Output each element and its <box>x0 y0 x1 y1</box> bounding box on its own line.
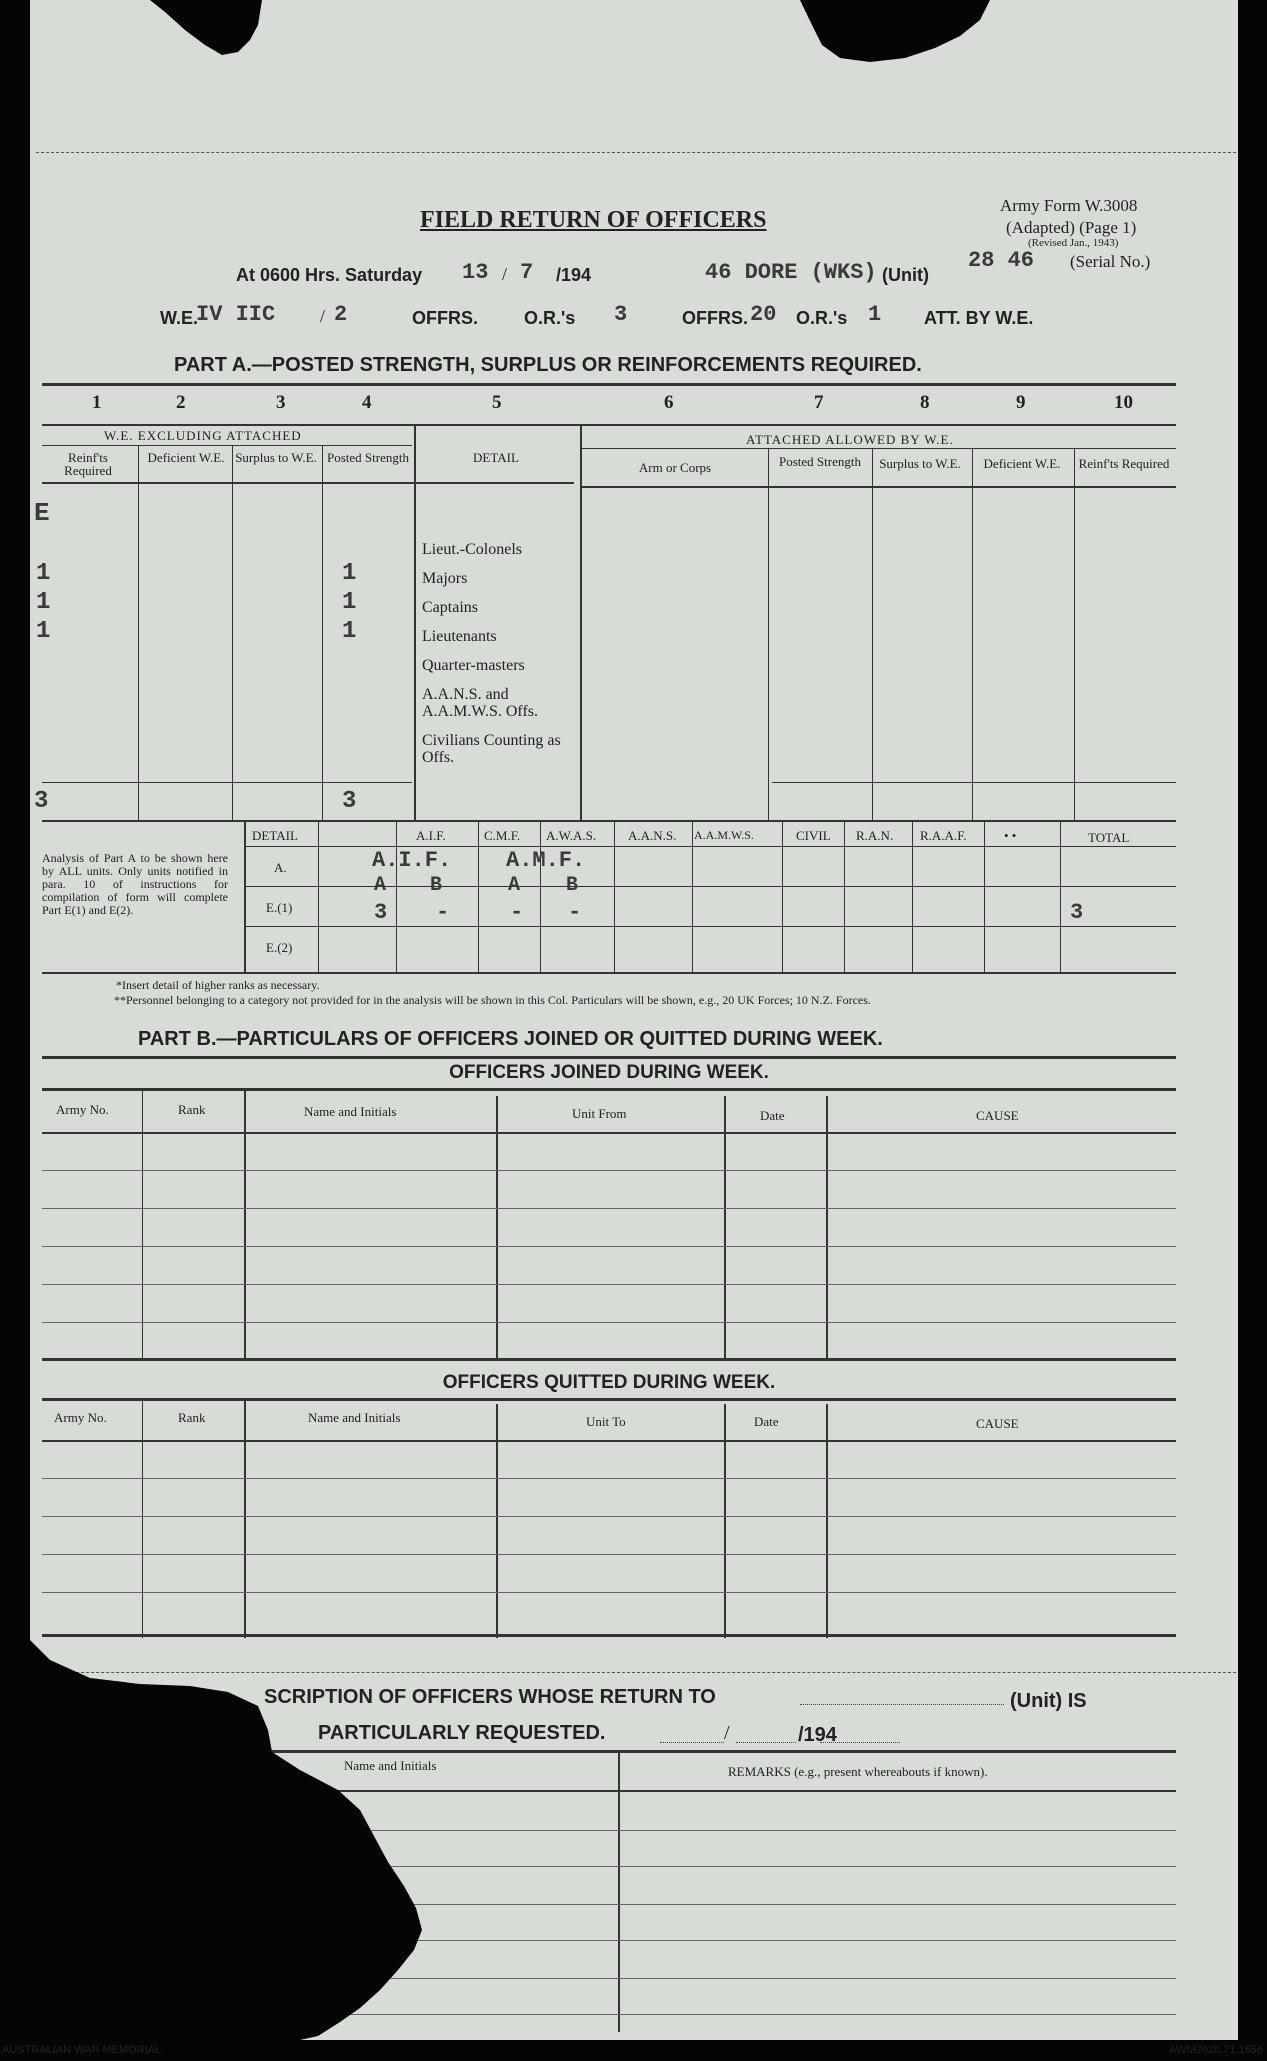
offrs2-value: 20 <box>750 302 777 327</box>
part-c-name-header: Name and Initials <box>344 1758 437 1773</box>
revised-label: (Revised Jan., 1943) <box>1028 237 1119 249</box>
army-form-number: Army Form W.3008 <box>1000 196 1138 215</box>
typed-amf: A.M.F. <box>506 848 586 873</box>
part-c-year: /194 <box>798 1724 837 1746</box>
part-c-line1: SCRIPTION OF OFFICERS WHOSE RETURN TO <box>264 1686 716 1708</box>
part-c-line2: PARTICULARLY REQUESTED. <box>318 1722 606 1744</box>
we-label: W.E. <box>160 308 199 328</box>
e1-cmf-b: - <box>568 900 582 925</box>
e1-total: 3 <box>1070 900 1084 925</box>
ors-value: 3 <box>614 302 628 327</box>
ors-label: O.R.'s <box>524 308 576 328</box>
unit-label: (Unit) <box>882 265 929 285</box>
ors2-label: O.R.'s <box>796 308 848 328</box>
col4-captains: 1 <box>342 589 357 616</box>
footer-right: AWM2020.71.1856 <box>1169 2044 1263 2056</box>
header-detail: DETAIL <box>473 450 519 465</box>
rank-captains: Captains <box>422 599 478 616</box>
quitted-title: OFFICERS QUITTED DURING WEEK. <box>442 1372 776 1393</box>
we-value-2: 2 <box>334 302 348 327</box>
analysis-note: Analysis of Part A to be shown here by ALL units. Only units notified in para. 10 of instructions for compilation of form will complete Part E(1) and E(2). <box>42 851 228 917</box>
date-month: 7 <box>520 260 534 285</box>
header-att-reinfts: Reinf'ts Required <box>1078 456 1170 471</box>
header-att-deficient: Deficient W.E. <box>983 456 1061 471</box>
col1-lieutenants: 1 <box>36 618 51 645</box>
col1-total: 3 <box>34 788 49 815</box>
attached-allowed: ATTACHED ALLOWED BY W.E. <box>746 432 954 447</box>
part-c-unit-is: (Unit) IS <box>1010 1690 1087 1712</box>
rank-lt-colonels: Lieut.-Colonels <box>422 541 522 558</box>
torn-top-edge <box>0 0 1267 130</box>
part-c-remarks-header: REMARKS (e.g., present whereabouts if known). <box>728 1764 988 1779</box>
unit-value: 46 DORE (WKS) <box>705 260 877 285</box>
we-excluding-attached: W.E. EXCLUDING ATTACHED <box>104 428 302 443</box>
footnote-2: **Personnel belonging to a category not provided for in the analysis will be shown in this Col. Particulars will be shown, e.g., 20 UK Forces; 10 N.Z. Forces. <box>114 993 871 1007</box>
typed-aif: A.I.F. <box>372 848 452 873</box>
col1-captains: 1 <box>36 589 51 616</box>
rank-aans-aamws: A.A.N.S. and A.A.M.W.S. Offs. <box>422 686 539 720</box>
offrs-label: OFFRS. <box>412 308 478 328</box>
col4-total: 3 <box>342 788 357 815</box>
col1-majors: 1 <box>36 560 51 587</box>
form-title: FIELD RETURN OF OFFICERS <box>420 207 767 233</box>
analysis-row-e2: E.(2) <box>266 940 293 955</box>
header-reinfts-required: Reinf'ts Required <box>64 450 112 478</box>
analysis-row-a: A. <box>274 860 287 875</box>
col4-majors: 1 <box>342 560 357 587</box>
at-hrs-label: At 0600 Hrs. Saturday <box>236 265 423 285</box>
date-day: 13 <box>462 260 489 285</box>
header-surplus-we: Surplus to W.E. <box>235 450 317 465</box>
adapted-label: (Adapted) (Page 1) <box>1006 218 1137 237</box>
header-att-posted-strength: Posted Strength <box>779 454 861 469</box>
rank-lieutenants: Lieutenants <box>422 628 497 645</box>
torn-bottom-left <box>0 1640 460 2040</box>
serial-number-value: 28 46 <box>968 248 1035 273</box>
col4-lieutenants: 1 <box>342 618 357 645</box>
footer-left: AUSTRALIAN WAR MEMORIAL <box>2 2044 162 2056</box>
rank-civilians: Civilians Counting as Offs. <box>422 732 561 766</box>
e1-aif-b: - <box>436 900 450 925</box>
year-prefix: /194 <box>556 265 592 285</box>
part-a-title: PART A.—POSTED STRENGTH, SURPLUS OR REINFORCEMENTS REQUIRED. <box>174 354 922 376</box>
rank-quarter-masters: Quarter-masters <box>422 657 525 674</box>
header-deficient-we: Deficient W.E. <box>147 450 225 465</box>
serial-label: (Serial No.) <box>1070 252 1151 271</box>
analysis-row-e1: E.(1) <box>266 900 293 915</box>
footnote-1: *Insert detail of higher ranks as necessary. <box>116 978 320 992</box>
header-arm-corps: Arm or Corps <box>638 460 712 475</box>
header-att-surplus: Surplus to W.E. <box>879 456 961 471</box>
joined-title: OFFICERS JOINED DURING WEEK. <box>449 1062 769 1083</box>
top-perforation <box>36 152 1236 153</box>
offrs2-label: OFFRS. <box>682 308 748 328</box>
part-b-title: PART B.—PARTICULARS OF OFFICERS JOINED OR QUITTED DURING WEEK. <box>138 1028 883 1050</box>
att-by-label: ATT. BY W.E. <box>924 308 1034 328</box>
header-posted-strength: Posted Strength <box>327 450 409 465</box>
we-value: IV IIC <box>196 302 276 327</box>
e1-cmf-a: - <box>510 900 524 925</box>
e1-aif-a: 3 <box>374 900 388 925</box>
rank-majors: Majors <box>422 570 468 587</box>
ors2-value: 1 <box>868 302 882 327</box>
col1-mark: E <box>34 498 50 528</box>
